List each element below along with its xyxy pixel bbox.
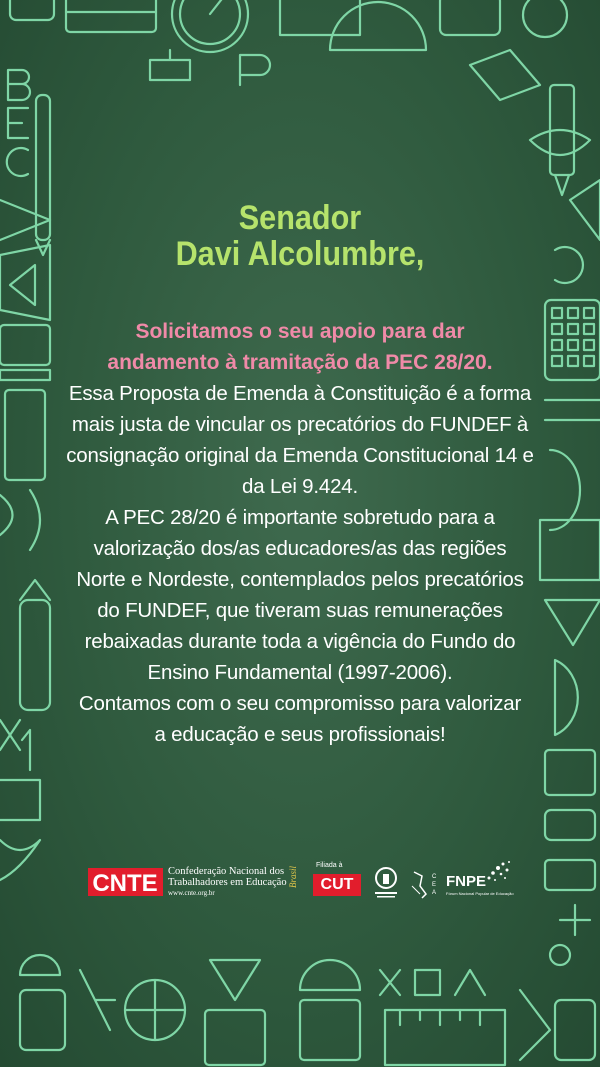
apple-doodle	[20, 955, 60, 975]
keyboard-doodle	[66, 0, 156, 32]
body-line: Essa Proposta de Emenda à Constituição é a forma	[68, 382, 532, 405]
fnpe-logo: FNPE	[446, 873, 487, 890]
eraser-doodle	[440, 0, 500, 35]
body-line: da Lei 9.424.	[242, 475, 358, 498]
letter-t-doodle	[150, 50, 190, 80]
protractor-bottom-doodle	[300, 960, 360, 990]
square-bottom-doodle	[415, 970, 440, 995]
plus-doodle	[560, 905, 590, 935]
cup-doodle	[10, 0, 54, 20]
greeting-title: Senador	[238, 199, 362, 237]
cut-logo: CUT	[313, 874, 361, 896]
highlight-line: andamento à tramitação da PEC 28/20.	[107, 351, 493, 374]
svg-text:E: E	[432, 882, 437, 888]
caret-doodle	[455, 970, 485, 995]
body-line: consignação original da Emenda Constitucional 14 e	[66, 444, 534, 467]
svg-text:CNTE: CNTE	[92, 870, 158, 897]
square-doodle	[0, 780, 40, 820]
letter-p-doodle	[240, 55, 270, 85]
body-line: mais justa de vincular os precatórios do FUNDEF à	[71, 413, 529, 436]
triangle-right-doodle	[570, 180, 600, 240]
body-line: a educação e seus profissionais!	[154, 723, 446, 746]
ruler-bottom-doodle	[385, 1010, 505, 1065]
swirl-doodle	[0, 840, 40, 880]
funnel-doodle	[210, 960, 260, 1000]
body-line: Ensino Fundamental (1997-2006).	[147, 661, 453, 684]
eraser-right-doodle	[545, 810, 595, 840]
fnpe-subtitle: Fórum Nacional Popular de Educação	[446, 891, 514, 896]
greeting-name: Davi Alcolumbre,	[175, 235, 425, 273]
cnte-url: www.cnte.org.br	[168, 889, 215, 897]
fnpe-dots-icon	[483, 858, 513, 886]
body-line: rebaixadas durante toda a vigência do Fundo do	[84, 630, 516, 653]
svg-text:C: C	[432, 874, 437, 880]
body-line: A PEC 28/20 é importante sobretudo para a	[105, 506, 495, 529]
body-line: valorização dos/as educadores/as das regiões	[93, 537, 507, 560]
globe-doodle	[523, 0, 567, 37]
glue-doodle	[470, 50, 540, 100]
body-line: do FUNDEF, que tiveram suas remunerações	[97, 599, 503, 622]
cnte-name-line2: Trabalhadores em Educação	[168, 877, 287, 888]
highlight-line: Solicitamos o seu apoio para dar	[135, 320, 465, 343]
body-line: Norte e Nordeste, contemplados pelos precatórios	[76, 568, 524, 591]
cea-logo	[408, 866, 440, 900]
body-text	[0, 378, 600, 750]
message-block	[0, 316, 600, 750]
letter-c-doodle	[7, 148, 28, 176]
eye-doodle	[530, 130, 590, 155]
body-line: Contamos com o seu compromisso para valorizar	[78, 692, 522, 715]
greeting	[30, 200, 570, 272]
protractor-doodle	[330, 2, 426, 50]
bottle-doodle	[20, 990, 65, 1050]
chevron-doodle	[520, 990, 550, 1060]
svg-text:A: A	[432, 890, 437, 896]
cnte-logo	[88, 866, 163, 898]
letter-b-doodle	[8, 70, 30, 100]
ie-logo	[371, 866, 401, 900]
times-bottom-doodle	[380, 970, 400, 995]
paper-doodle	[545, 750, 595, 795]
circle-doodle	[550, 945, 570, 965]
ruler-doodle	[280, 0, 360, 35]
partner-logos	[88, 858, 528, 908]
brasil-label: Brasil	[288, 866, 298, 889]
cut-prefix: Filiada à	[316, 862, 343, 869]
letter-e-doodle	[8, 108, 28, 138]
cnte-name-line1: Confederação Nacional dos	[168, 866, 285, 877]
cnte-name	[168, 866, 287, 899]
cup-bottom-doodle	[555, 1000, 595, 1060]
ruler-right-doodle	[545, 860, 595, 890]
letter-a-doodle	[80, 970, 115, 1030]
highlight-text	[0, 316, 600, 378]
book-bottom-doodle	[205, 1010, 265, 1065]
